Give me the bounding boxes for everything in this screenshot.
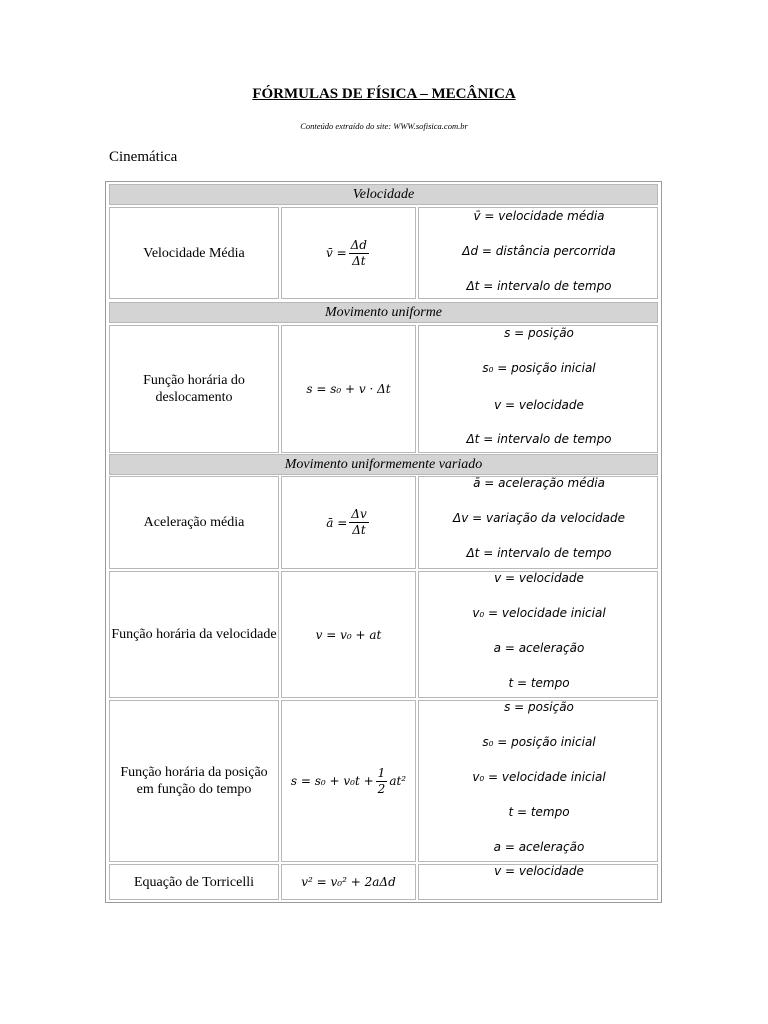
formula-name: Função horária da velocidade (109, 571, 279, 698)
formula-name: Equação de Torricelli (109, 864, 279, 900)
formula-cell (281, 325, 416, 453)
definitions-cell (418, 476, 658, 569)
formula-name: Função horária da posição em função do tempo (109, 700, 279, 862)
definition-item: v̄ = velocidade média (473, 209, 605, 223)
definitions-cell (418, 325, 658, 453)
formula-name: Função horária do deslocamento (109, 325, 279, 453)
document-subtitle: Conteúdo extraído do site: WWW.sofisica.com.br (300, 121, 468, 131)
definitions-cell (418, 207, 658, 299)
definitions-cell (418, 864, 658, 900)
formula-table (105, 181, 662, 903)
section-heading: Cinemática (109, 149, 178, 165)
definition-item: v = velocidade (494, 398, 584, 412)
formula-text: v² = v₀² + 2aΔd (301, 875, 396, 889)
formula-cell (281, 207, 416, 299)
formula-text: v = v₀ + at (315, 627, 382, 642)
definition-item: Δt = intervalo de tempo (466, 279, 612, 293)
definition-item: s = posição (504, 326, 574, 340)
formula-lhs: v̄ = (325, 246, 347, 260)
definition-item: t = tempo (508, 805, 570, 819)
definition-item: Δv = variação da velocidade (452, 511, 626, 525)
formula-text: s = s₀ + v · Δt (306, 382, 391, 396)
definition-item: t = tempo (508, 676, 570, 690)
definition-item: v = velocidade (494, 864, 584, 878)
definitions-cell (418, 571, 658, 698)
formula-cell (281, 476, 416, 569)
definition-item: Δt = intervalo de tempo (466, 432, 612, 446)
formula-lhs: s = s₀ + v₀t + (290, 774, 374, 788)
table-header-movimento-uniforme: Movimento uniforme (109, 302, 658, 323)
definition-item: s₀ = posição inicial (482, 361, 596, 375)
formula-name: Aceleração média (109, 476, 279, 569)
formula-fraction: $\frac{\Delta d}{\Delta t}$ (350, 237, 367, 268)
formula-fraction: $\frac{\Delta v}{\Delta t}$ (351, 507, 367, 537)
definition-item: a = aceleração (493, 641, 585, 655)
formula-fraction: $\frac{1}{2}$ (377, 765, 386, 796)
definition-item: v₀ = velocidade inicial (472, 770, 606, 784)
definition-item: Δd = distância percorrida (462, 244, 616, 258)
definition-item: v₀ = velocidade inicial (472, 606, 606, 620)
definition-item: s = posição (504, 700, 574, 714)
formula-cell (281, 864, 416, 900)
formula-lhs: ā = (326, 515, 348, 530)
document-title: FÓRMULAS DE FÍSICA – MECÂNICA (252, 86, 516, 102)
table-header-muv: Movimento uniformemente variado (109, 454, 658, 475)
definition-item: v = velocidade (494, 571, 584, 585)
formula-rhs: at² (389, 774, 407, 788)
definitions-cell (418, 700, 658, 862)
formula-cell (281, 571, 416, 698)
definition-item: ā = aceleração média (473, 476, 605, 490)
definition-item: a = aceleração (493, 840, 585, 854)
formula-name: Velocidade Média (109, 207, 279, 299)
definition-item: Δt = intervalo de tempo (466, 546, 612, 560)
formula-cell (281, 700, 416, 862)
table-header-velocidade: Velocidade (109, 184, 658, 205)
definition-item: s₀ = posição inicial (482, 735, 596, 749)
